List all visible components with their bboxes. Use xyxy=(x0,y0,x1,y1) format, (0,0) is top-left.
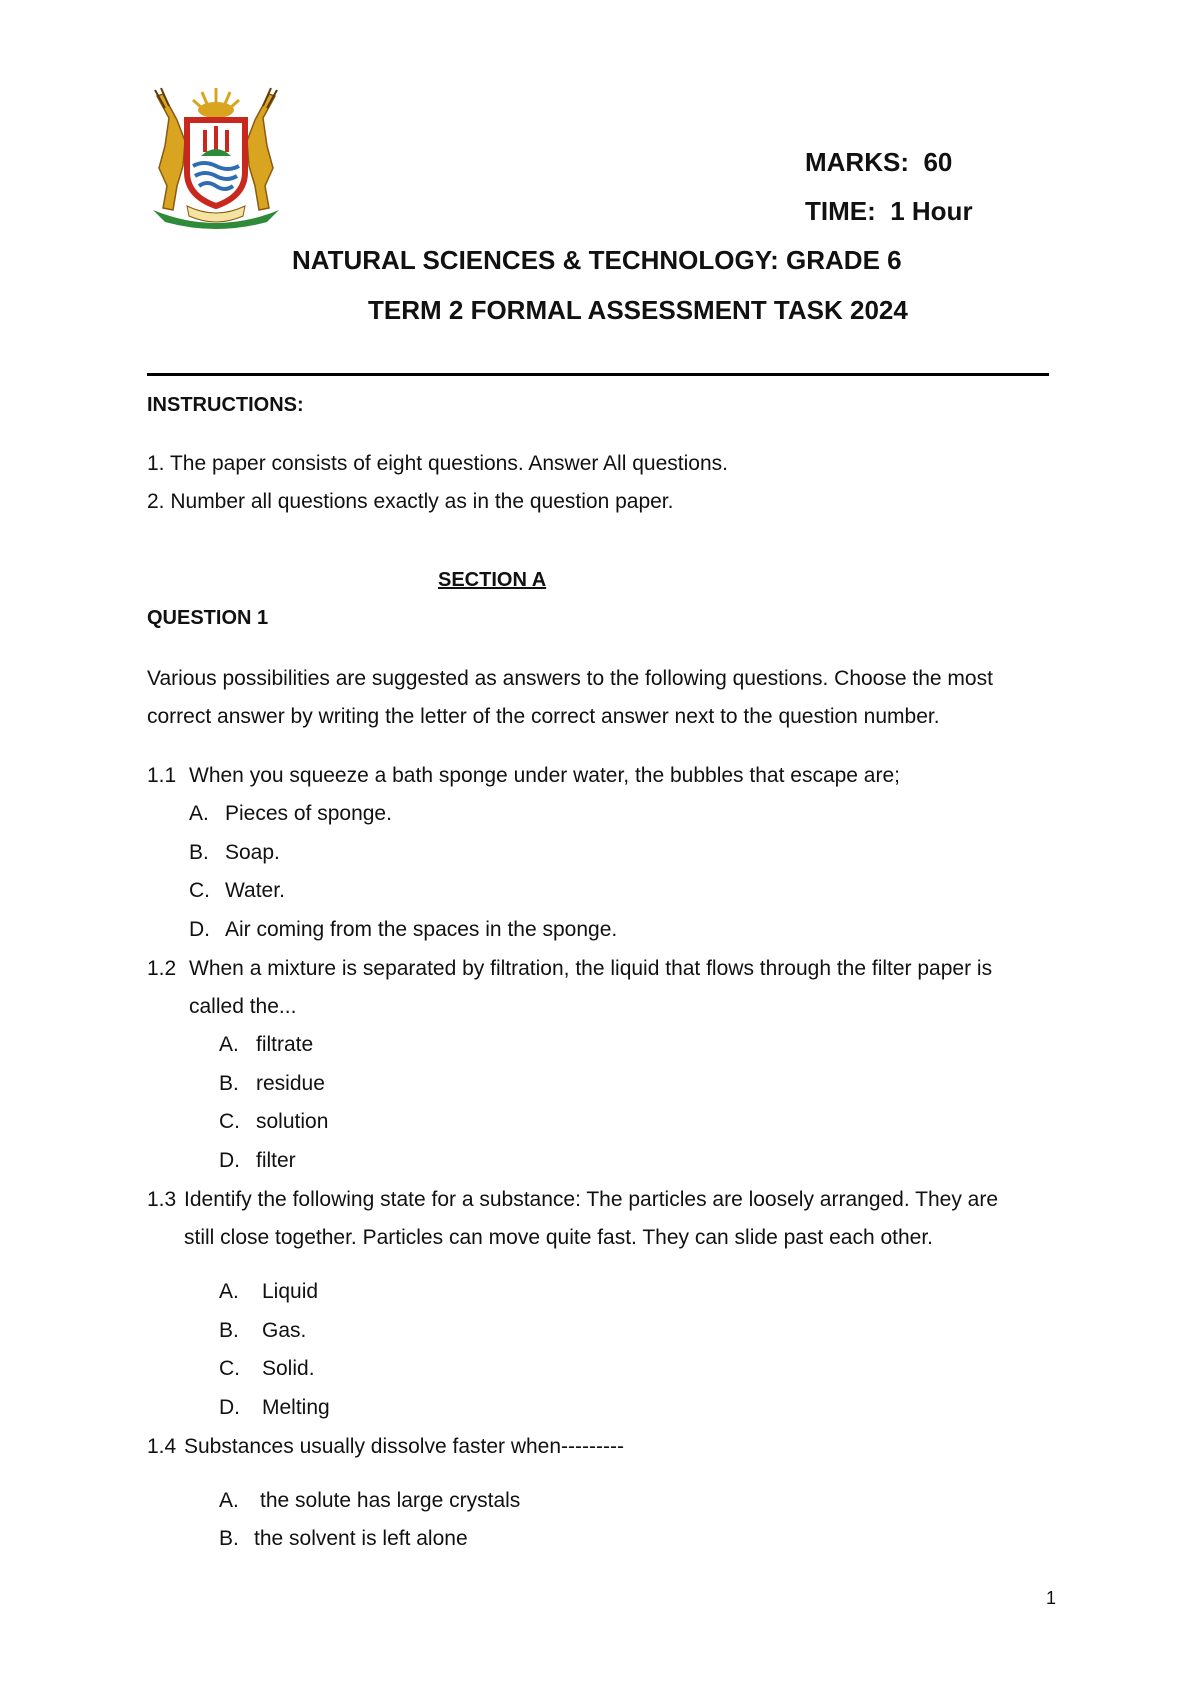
marks-label: MARKS: xyxy=(805,147,909,177)
option-text: the solute has large crystals xyxy=(260,1489,521,1512)
question-text: Identify the following state for a substance: The particles are loosely arranged. They are xyxy=(184,1188,999,1211)
option-letter: D. xyxy=(189,918,210,941)
instruction-item: 2. Number all questions exactly as in the question paper. xyxy=(147,490,674,513)
section-title: SECTION A xyxy=(438,569,547,591)
option-text: Pieces of sponge. xyxy=(225,802,392,825)
question-text: When you squeeze a bath sponge under water, the bubbles that escape are; xyxy=(189,764,900,787)
question-text: Substances usually dissolve faster when--------- xyxy=(184,1435,624,1458)
option-letter: C. xyxy=(219,1110,240,1133)
option-text: Air coming from the spaces in the sponge. xyxy=(225,918,618,941)
option-letter: B. xyxy=(219,1072,239,1095)
marks-line xyxy=(805,147,952,178)
coat-of-arms-logo xyxy=(147,86,285,232)
option-text: Water. xyxy=(225,879,285,902)
question-text: still close together. Particles can move quite fast. They can slide past each other. xyxy=(184,1226,934,1249)
question-number: 1.4 xyxy=(147,1435,177,1458)
time-value: 1 Hour xyxy=(890,196,973,226)
time-label: TIME: xyxy=(805,196,876,226)
header-divider xyxy=(147,373,1049,376)
option-text: filter xyxy=(256,1149,296,1172)
option-letter: D. xyxy=(219,1396,240,1419)
option-letter: B. xyxy=(219,1527,239,1550)
option-letter: C. xyxy=(219,1357,240,1380)
task-title: TERM 2 FORMAL ASSESSMENT TASK 2024 xyxy=(368,295,908,325)
option-text: Soap. xyxy=(225,841,280,864)
option-text: residue xyxy=(256,1072,325,1095)
question-number: 1.1 xyxy=(147,764,177,787)
option-letter: A. xyxy=(189,802,209,825)
question-text: When a mixture is separated by filtration, the liquid that flows through the filter paper is xyxy=(189,957,993,980)
coat-of-arms-icon xyxy=(147,86,285,232)
page-number: 1 xyxy=(1046,1588,1057,1608)
option-letter: A. xyxy=(219,1489,239,1512)
instructions-heading: INSTRUCTIONS: xyxy=(147,394,304,416)
time-line xyxy=(805,196,973,227)
question-number: 1.3 xyxy=(147,1188,177,1211)
option-text: solution xyxy=(256,1110,329,1133)
question-number: 1.2 xyxy=(147,957,177,980)
option-letter: D. xyxy=(219,1149,240,1172)
option-text: the solvent is left alone xyxy=(254,1527,468,1550)
question-intro-line: Various possibilities are suggested as answers to the following questions. Choose the most xyxy=(147,667,993,690)
option-text: Liquid xyxy=(262,1280,319,1303)
option-text: Gas. xyxy=(262,1319,307,1342)
option-letter: B. xyxy=(219,1319,239,1342)
option-text: filtrate xyxy=(256,1033,314,1056)
instruction-item: 1. The paper consists of eight questions. Answer All questions. xyxy=(147,452,728,475)
option-letter: B. xyxy=(189,841,209,864)
option-text: Melting xyxy=(262,1396,330,1419)
question-text: called the... xyxy=(189,995,297,1018)
question-heading: QUESTION 1 xyxy=(147,607,269,629)
subject-title: NATURAL SCIENCES & TECHNOLOGY: GRADE 6 xyxy=(292,245,902,275)
option-text: Solid. xyxy=(262,1357,315,1380)
option-letter: A. xyxy=(219,1280,239,1303)
question-intro-line: correct answer by writing the letter of the correct answer next to the question number. xyxy=(147,705,940,728)
option-letter: C. xyxy=(189,879,210,902)
marks-value: 60 xyxy=(923,147,953,177)
option-letter: A. xyxy=(219,1033,239,1056)
